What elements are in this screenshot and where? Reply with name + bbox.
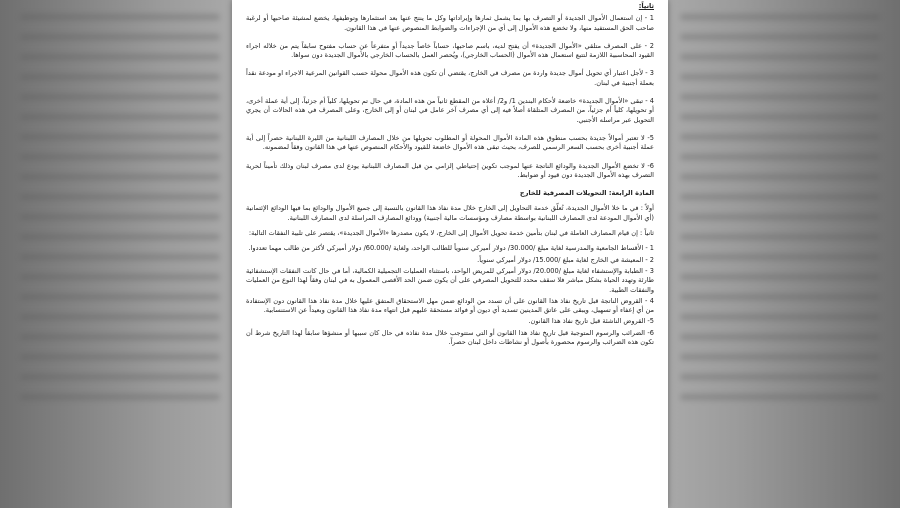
paragraph: 4 - تبقى «الأموال الجديدة» خاضعة لأحكام البندين 1/ و2/ أعلاه من المقطع ثانياً من هذه المادة، في حال تم تحويلها، كلياً أم جزئياً، إلى أية عملة أخرى، أو تحويلها، كلياً أم جزئياً، من المصرف المتلقاة أصلاً فيه إلى أي مصرف آخر عامل في لبنان أو إلى الخارج، وعلى المصرف في هذه الحالات أن يجري التحويل عبر مراسله الأجنبي.	[246, 97, 654, 124]
list-item: 2 - المعيشة في الخارج لغاية مبلغ /15.000/ دولار أميركي سنوياً.	[477, 255, 654, 264]
list-item: 4 - القروض الناتجة قبل تاريخ نفاذ هذا القانون على أن تسدد من الودائع ضمن مهل الاستحقاق المتفق عليها خلال مدة نفاذ هذا القانون دون الإستفادة من أي إعفاء أو تسهيل، ويبقى على عاتق المدينين تسديد أي ديون أو فوائد مستحقة عليهم قبل انتهاء مدة نفاذ هذا القانون وبعيداً عن الاستنسابية.	[246, 296, 654, 315]
paragraph: 5- لا تعتبر أموالاً جديدة بحسب منطوق هذه المادة الأموال المحولة أو المطلوب تحويلها من خلال المصارف اللبنانية من الليرة اللبنانية حصراً إلى أية عملة أجنبية أخرى بحسب السعر الرسمي للصرف، بحيث تبقى هذه الأموال خاضعة للقيود والأحكام المنصوص عنها في هذا القانون وفقاً لمضمونه.	[246, 133, 654, 152]
paragraph: 2 - على المصرف متلقي «الأموال الجديدة» أن يفتح لديه، باسم صاحبها، حساباً خاصاً جديداً أو متفرعاً عن حساب مفتوح سابقاً يتم من خلاله اجراء القيود المحاسبية اللازمة لتتبع استعمال هذه الأموال (الحساب الخارجي)، ويُحصر العمل بالحساب الخارجي بالأموال الجديدة دون سواها.	[246, 41, 654, 60]
list-item: 6- الضرائب والرسوم المتوجبة قبل تاريخ نفاذ هذا القانون أو التي ستتوجب خلال مدة نفاذه في حال كان سببها أو منشؤها سابقاً لهذا التاريخ شرط أن تكون هذه الضرائب والرسوم محصورة بأصول أو نشاطات داخل لبنان حصراً.	[246, 328, 654, 347]
paragraph: أولاً : في ما خلا الأموال الجديدة، تُعلّق خدمة التحاويل إلى الخارج خلال مدة نفاذ هذا القانون بالنسبة إلى جميع الأموال والودائع بما فيها الودائع الإئتمانية (أي الأموال المودعة لدى المصارف اللبنانية بواسطة مصارف ومؤسسات مالية أجنبية) وودائع المصارف المراسلة لدى المصارف اللبنانية.	[246, 204, 654, 222]
paragraph: 3 - لأجل اعتبار أي تحويل أموال جديدة واردة من مصرف في الخارج، يقتضي أن تكون هذه الأموال محولة حسب القوانين المرعية الاجراء او مودعة نقداً بعملة أجنبية في لبنان.	[246, 69, 654, 87]
paragraph: ثانياً : إن قيام المصارف العاملة في لبنان بتأمين خدمة تحويل الأموال إلى الخارج، لا يكون مصدرها «الأموال الجديدة»، يقتصر على تلبية النفقات التالية:	[248, 229, 654, 238]
document-page	[232, 0, 668, 508]
list-item: 3 - الطبابة والإستشفاء لغاية مبلغ /20.000/ دولار أميركي للمريض الواحد، باستثناء العمليات التجميلية الكمالية، أما في حال كانت النفقات الإستشفائية طارئة وتهدد الحياة بشكل مباشر فلا سقف محدد للتحويل المصرفي على أن يكون ضمن الحد الأقصى المعمول به في لبنان وفقاً لهذا النوع من العمليات والنفقات الطبية.	[246, 266, 654, 294]
section-heading: ثانياً:	[638, 2, 654, 10]
list-item: 1 - الأقساط الجامعية والمدرسية لغاية مبلغ /30.000/ دولار أميركي سنوياً للطالب الواحد، ولغاية /60.000/ دولار أميركي لأكثر من طالب مهما تعددوا.	[248, 244, 654, 253]
list-item: 5- القروض الناشئة قبل تاريخ نفاذ هذا القانون.	[528, 317, 654, 326]
paragraph: 1 - إن استعمال الأموال الجديدة أو التصرف بها بما يشمل ثمارها وإيراداتها وكل ما ينتج عنها بعد استثمارها وتوظيفها، يخضع لمشيئة صاحبها أو لرغبة صاحب الحق المستفيد منها، ولا تخضع هذه الأموال إلى أي من الإجراءات والضوابط المنصوص عنها في هذا القانون.	[246, 14, 654, 32]
document-body	[232, 0, 668, 347]
blurred-text-left	[20, 0, 220, 508]
paragraph: 6- لا تخضع الأموال الجديدة والودائع الناتجة عنها لموجب تكوين إحتياطي إلزامي من قبل المصارف اللبنانية يودع لدى مصرف لبنان وذلك تأميناً لحرية التصرف بهذه الأموال الجديدة دون قيود أو ضوابط.	[246, 161, 654, 179]
article-title: المادة الرابعة: التحويلات المصرفية للخارج	[519, 189, 654, 198]
blurred-text-right	[680, 0, 880, 508]
